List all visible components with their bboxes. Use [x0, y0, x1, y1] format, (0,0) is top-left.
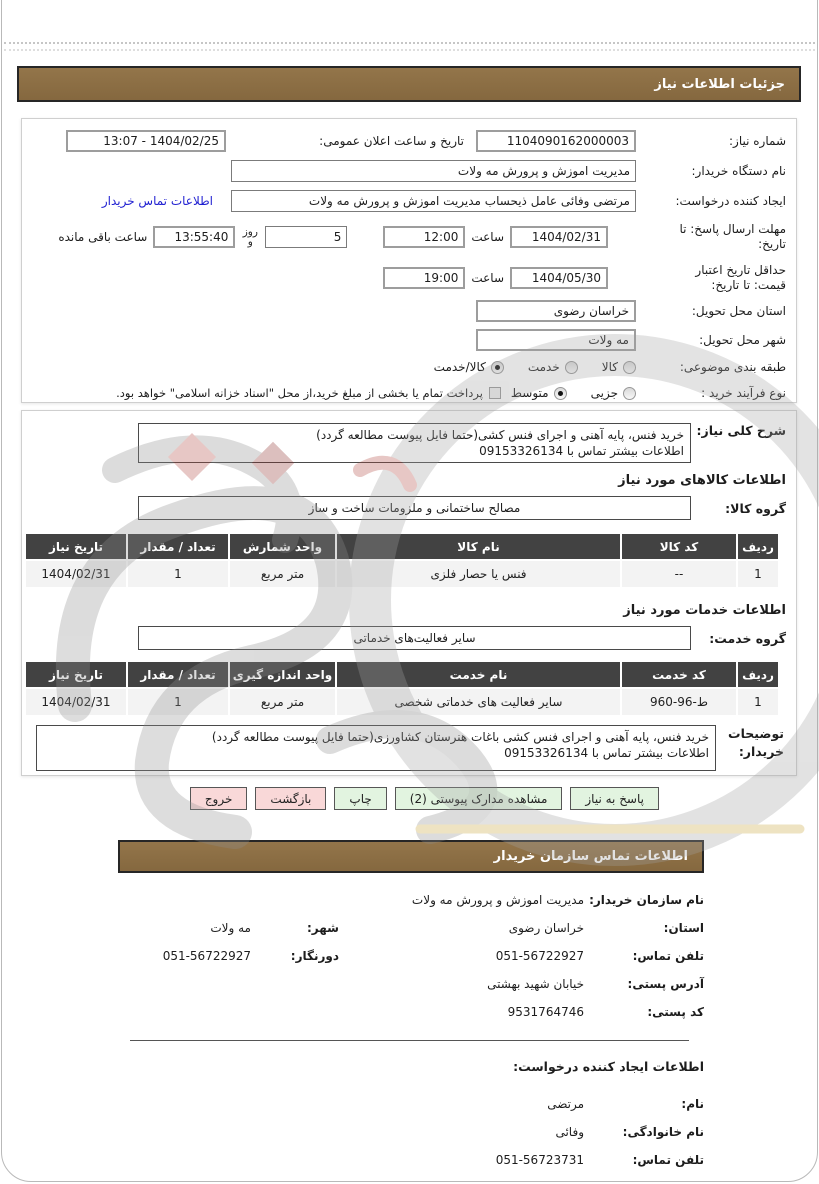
services-col-unit: واحد اندازه گیری	[230, 662, 335, 687]
goods-table-header	[26, 534, 778, 559]
services-table-header	[26, 662, 778, 687]
items-panel	[21, 410, 797, 776]
buyer-notes-label: توضیحات خریدار:	[728, 726, 784, 759]
services-cell-row: 1	[738, 689, 778, 715]
contact-address-label: آدرس پستی:	[627, 977, 704, 991]
view-attachments-button[interactable]: مشاهده مدارک پیوستی (2)	[395, 787, 563, 810]
goods-cell-unit: متر مربع	[230, 561, 335, 587]
radio-medium-label: متوسط	[510, 386, 549, 400]
phone-fax-row	[100, 942, 704, 970]
classification-label: طبقه بندی موضوعی:	[679, 360, 786, 374]
radio-goods-service-label: کالا/خدمت	[433, 360, 486, 374]
goods-col-unit: واحد شمارش	[230, 534, 335, 559]
buyer-org-row	[22, 159, 796, 183]
buyer-notes-row	[22, 725, 796, 771]
goods-col-qty: تعداد / مقدار	[128, 534, 228, 559]
radio-goods-service[interactable]	[491, 361, 504, 374]
reply-deadline-row	[22, 217, 796, 257]
goods-cell-qty: 1	[128, 561, 228, 587]
buyer-contact-section	[100, 886, 704, 1174]
classification-option-goods[interactable]	[602, 360, 636, 374]
contact-section-title: اطلاعات تماس سازمان خریدار	[493, 849, 688, 864]
radio-minor[interactable]	[623, 387, 636, 400]
services-cell-name: سایر فعالیت های خدماتی شخصی	[337, 689, 620, 715]
need-description-field[interactable]	[138, 423, 691, 463]
contact-fax-value: 051-56722927	[162, 949, 251, 963]
remaining-time-label: ساعت باقی مانده	[58, 230, 148, 244]
org-name-label: نام سازمان خریدار:	[589, 893, 704, 907]
process-type-label: نوع فرآیند خرید :	[701, 386, 786, 400]
top-dotted-separator	[4, 42, 815, 51]
buyer-org-field[interactable]: مدیریت اموزش و پرورش مه ولات	[231, 160, 636, 182]
creator-first-name-value: مرتضی	[547, 1097, 584, 1111]
need-description-line2: اطلاعات بیشتر تماس با 09153326134	[479, 444, 684, 458]
delivery-city-label: شهر محل تحویل:	[699, 333, 786, 347]
services-cell-code: 960-96-ط	[622, 689, 736, 715]
price-validity-time-field[interactable]: 19:00	[383, 267, 465, 289]
price-validity-row	[22, 259, 796, 297]
org-name-value: مدیریت اموزش و پرورش مه ولات	[411, 893, 584, 907]
contact-phone-value: 051-56722927	[495, 949, 584, 963]
process-type-option-medium[interactable]	[511, 386, 567, 400]
creator-first-name-label: نام:	[681, 1097, 704, 1111]
action-buttons-row	[0, 787, 819, 810]
goods-group-row	[22, 496, 796, 520]
services-table-row	[26, 689, 778, 715]
radio-service[interactable]	[565, 361, 578, 374]
creator-phone-label: تلفن تماس:	[632, 1153, 704, 1167]
buyer-notes-line1: خرید فنس، پایه آهنی و اجرای فنس کشی باغات هنرستان کشاورزی(حتما فایل پیوست مطالعه گردد)	[211, 730, 709, 744]
announce-datetime-label: تاریخ و ساعت اعلان عمومی:	[319, 134, 464, 148]
services-table	[24, 660, 780, 717]
remaining-time-field[interactable]: 13:55:40	[153, 226, 235, 248]
exit-button[interactable]: خروج	[190, 787, 248, 810]
reply-to-need-button[interactable]: پاسخ به نیاز	[570, 787, 659, 810]
buyer-contact-link[interactable]: اطلاعات تماس خریدار	[101, 194, 213, 208]
contact-fax-label: دورنگار:	[290, 949, 339, 963]
goods-cell-name: فنس یا حصار فلزی	[337, 561, 620, 587]
creator-phone-value: 051-56723731	[495, 1153, 584, 1167]
goods-table	[24, 532, 780, 589]
goods-section-heading: اطلاعات کالاهای مورد نیاز	[618, 473, 786, 488]
remaining-days-field[interactable]: 5	[265, 226, 347, 248]
need-info-panel	[21, 118, 797, 403]
print-button[interactable]: چاپ	[334, 787, 386, 810]
contact-province-value: خراسان رضوی	[508, 921, 584, 935]
services-cell-unit: متر مربع	[230, 689, 335, 715]
classification-option-goods-service[interactable]	[434, 360, 504, 374]
address-row	[100, 970, 704, 998]
section-header-buyer-contact	[118, 840, 704, 873]
buyer-notes-line2: اطلاعات بیشتر تماس با 09153326134	[504, 746, 709, 760]
services-cell-qty: 1	[128, 689, 228, 715]
price-validity-label: حداقل تاریخ اعتبار قیمت: تا تاریخ:	[695, 263, 786, 292]
treasury-checkbox[interactable]	[489, 387, 501, 399]
services-col-code: کد خدمت	[622, 662, 736, 687]
creator-phone-row	[100, 1146, 704, 1174]
process-type-row	[22, 382, 796, 404]
classification-row	[22, 356, 796, 378]
section-title: جزئیات اطلاعات نیاز	[654, 76, 785, 92]
service-group-row	[22, 626, 796, 650]
services-col-qty: تعداد / مقدار	[128, 662, 228, 687]
org-name-row	[100, 886, 704, 914]
reply-deadline-label: مهلت ارسال پاسخ: تا تاریخ:	[679, 222, 786, 251]
goods-col-code: کد کالا	[622, 534, 736, 559]
section-header-need-details	[17, 66, 801, 102]
goods-group-label: گروه کالا:	[725, 500, 786, 516]
classification-option-service[interactable]	[528, 360, 578, 374]
price-validity-hour-label: ساعت	[471, 271, 504, 285]
need-description-line1: خرید فنس، پایه آهنی و اجرای فنس کشی(حتما فایل پیوست مطالعه گردد)	[316, 428, 684, 442]
radio-medium[interactable]	[554, 387, 567, 400]
need-number-label: شماره نیاز:	[729, 134, 786, 148]
radio-goods-label: کالا	[601, 360, 618, 374]
postal-code-row	[100, 998, 704, 1026]
reply-deadline-time-field[interactable]: 12:00	[383, 226, 465, 248]
goods-col-name: نام کالا	[337, 534, 620, 559]
postal-code-label: کد پستی:	[647, 1005, 704, 1019]
need-number-row	[22, 129, 796, 153]
treasury-note: پرداخت تمام یا بخشی از مبلغ خرید،از محل "اسناد خزانه اسلامی" خواهد بود.	[116, 386, 483, 400]
services-section-heading: اطلاعات خدمات مورد نیاز	[623, 603, 786, 618]
creator-first-name-row	[100, 1090, 704, 1118]
announce-datetime-field[interactable]: 13:07 - 1404/02/25	[66, 130, 226, 152]
services-col-row: ردیف	[738, 662, 778, 687]
days-and-label: روز و	[242, 226, 258, 248]
process-type-option-minor[interactable]	[591, 386, 636, 400]
radio-service-label: خدمت	[527, 360, 560, 374]
creator-info-heading: اطلاعات ایجاد کننده درخواست:	[513, 1059, 704, 1074]
delivery-city-row	[22, 328, 796, 352]
province-city-row	[100, 914, 704, 942]
request-creator-row	[22, 189, 796, 213]
service-group-label: گروه خدمت:	[709, 630, 786, 646]
services-col-date: تاریخ نیاز	[26, 662, 126, 687]
need-description-row	[22, 423, 796, 463]
goods-group-field[interactable]: مصالح ساختمانی و ملزومات ساخت و ساز	[138, 496, 691, 520]
creator-last-name-row	[100, 1118, 704, 1146]
reply-deadline-date-field[interactable]: 1404/02/31	[510, 226, 608, 248]
delivery-city-field[interactable]: مه ولات	[476, 329, 636, 351]
contact-province-label: استان:	[663, 921, 704, 935]
buyer-org-label: نام دستگاه خریدار:	[691, 164, 786, 178]
contact-phone-label: تلفن تماس:	[632, 949, 704, 963]
contact-city-value: مه ولات	[210, 921, 251, 935]
reply-hour-label: ساعت	[471, 230, 504, 244]
price-validity-date-field[interactable]: 1404/05/30	[510, 267, 608, 289]
buyer-notes-field[interactable]	[36, 725, 716, 771]
goods-col-date: تاریخ نیاز	[26, 534, 126, 559]
back-button[interactable]: بازگشت	[255, 787, 326, 810]
radio-goods[interactable]	[623, 361, 636, 374]
goods-table-row	[26, 561, 778, 587]
request-creator-label: ایجاد کننده درخواست:	[675, 194, 786, 208]
goods-cell-date: 1404/02/31	[26, 561, 126, 587]
contact-address-value: خیابان شهید بهشتی	[487, 977, 584, 991]
services-col-name: نام خدمت	[337, 662, 620, 687]
contact-city-label: شهر:	[307, 921, 339, 935]
goods-col-row: ردیف	[738, 534, 778, 559]
creator-last-name-value: وفائی	[555, 1125, 584, 1139]
creator-last-name-label: نام خانوادگی:	[622, 1125, 704, 1139]
radio-minor-label: جزیی	[590, 386, 618, 400]
need-description-label: شرح کلی نیاز:	[696, 423, 786, 438]
goods-cell-code: --	[622, 561, 736, 587]
delivery-province-field[interactable]: خراسان رضوی	[476, 300, 636, 322]
delivery-province-label: استان محل تحویل:	[691, 304, 786, 318]
contact-separator	[130, 1040, 689, 1041]
postal-code-value: 9531764746	[507, 1005, 584, 1019]
need-number-field[interactable]: 1104090162000003	[476, 130, 636, 152]
service-group-field[interactable]: سایر فعالیت‌های خدماتی	[138, 626, 691, 650]
goods-cell-row: 1	[738, 561, 778, 587]
request-creator-field[interactable]: مرتضی وفائی عامل ذیحساب مدیریت اموزش و پرورش مه ولات	[231, 190, 636, 212]
services-cell-date: 1404/02/31	[26, 689, 126, 715]
delivery-province-row	[22, 299, 796, 323]
